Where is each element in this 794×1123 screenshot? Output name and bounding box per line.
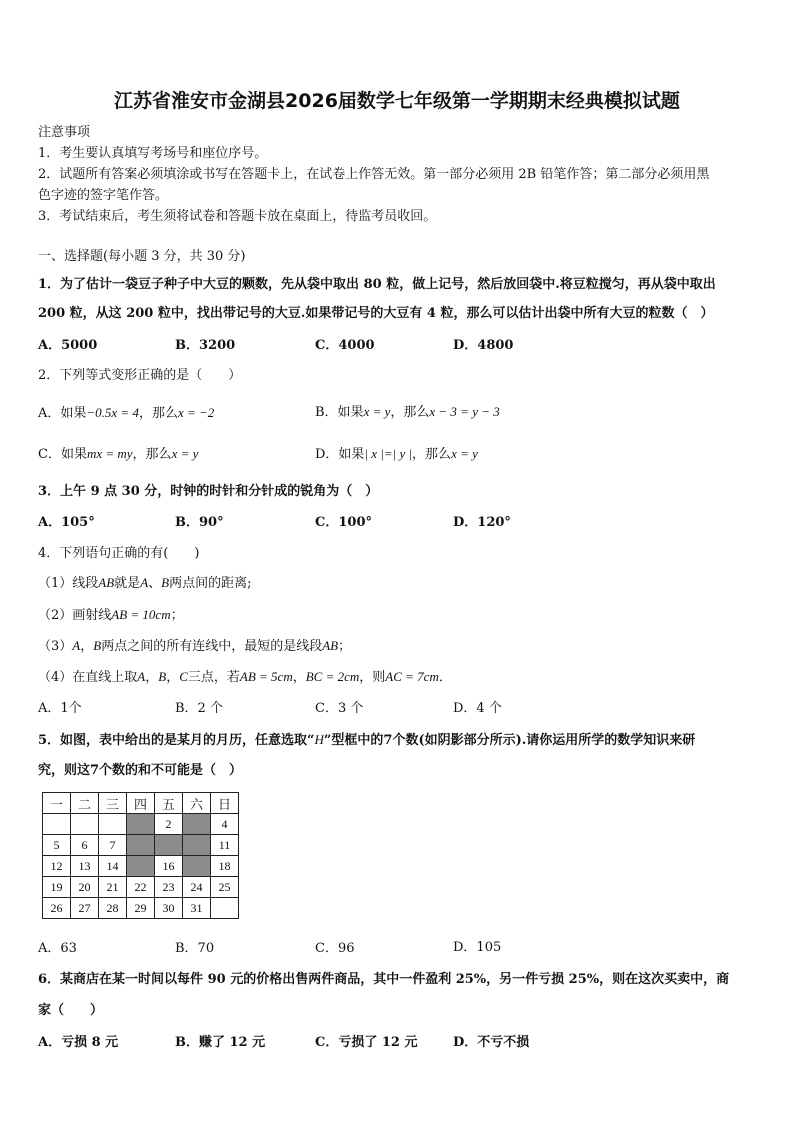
calendar-cell: 14	[99, 856, 127, 877]
calendar-cell: 5	[43, 835, 71, 856]
q6-stem-line2: 家（ ）	[38, 1003, 104, 1018]
calendar-cell: 27	[71, 898, 99, 919]
q2-d-mid: ，那么	[412, 447, 452, 462]
calendar-header-cell: 五	[155, 793, 183, 814]
calendar-cell: 23	[155, 877, 183, 898]
notice-item-2: 2．试题所有答案必须填涂或书写在答题卡上，在试卷上作答无效。第一部分必须用 2B 铅笔作答；第二部分必须用黑	[38, 167, 710, 182]
calendar-cell: 18	[211, 856, 239, 877]
q4-s2-math: AB = 10cm	[111, 607, 171, 622]
q4-option-a: A．1个	[38, 701, 82, 716]
q1-option-a: A．5000	[38, 338, 98, 353]
q4-s3-math-ab: AB	[322, 638, 339, 653]
q4-s2-text-b: ；	[170, 608, 184, 623]
q4-s3-math-a: A	[72, 638, 81, 653]
q5-stem-line1	[38, 729, 758, 748]
calendar-cell: 26	[43, 898, 71, 919]
q1-option-b: B．3200	[175, 338, 236, 353]
q4-s1-math-ab: AB	[98, 575, 115, 590]
calendar-row	[43, 814, 239, 835]
q4-s4-math-a: A	[137, 669, 146, 684]
calendar-cell: 22	[127, 877, 155, 898]
q4-option-d: D．4 个	[453, 701, 502, 716]
q2-a-mid: ，那么	[138, 406, 178, 421]
calendar-cell: 19	[43, 877, 71, 898]
calendar-cell: 4	[211, 814, 239, 835]
q3-option-c: C．100°	[315, 515, 372, 530]
q4-s1-text-d: 两点间的距离;	[169, 576, 252, 591]
q4-s1-math-b: B	[161, 575, 170, 590]
q4-s4-text-e: ，	[292, 670, 306, 685]
q2-a-math1: −0.5x = 4	[86, 405, 139, 420]
q2-b-math1: x = y	[363, 404, 391, 419]
calendar-cell-shaded	[183, 814, 211, 835]
q4-s2-text-a: （2）画射线	[38, 608, 112, 623]
calendar-cell: 12	[43, 856, 71, 877]
q4-s3-text-b: ，	[80, 639, 94, 654]
calendar-header-row	[43, 793, 239, 814]
q5-option-a: A．63	[38, 941, 77, 956]
q4-s4-math-b: B	[158, 669, 167, 684]
q1-option-c: C．4000	[315, 338, 375, 353]
q4-option-b: B．2 个	[175, 701, 223, 716]
calendar-header-cell: 三	[99, 793, 127, 814]
notice-item-2-cont: 色字迹的签字笔作答。	[38, 188, 169, 203]
q3-stem: 3．上午 9 点 30 分，时钟的时针和分针成的锐角为（ ）	[38, 484, 379, 499]
q6-option-a: A．亏损 8 元	[38, 1035, 119, 1050]
q5-option-c: C．96	[315, 941, 355, 956]
calendar-row	[43, 835, 239, 856]
calendar-cell	[99, 814, 127, 835]
section-heading: 一、选择题(每小题 3 分，共 30 分)	[38, 249, 246, 264]
q3-option-b: B．90°	[175, 515, 224, 530]
calendar-row	[43, 877, 239, 898]
calendar-cell: 13	[71, 856, 99, 877]
calendar-header-cell: 六	[183, 793, 211, 814]
q2-c-math2: x = y	[171, 446, 199, 461]
q3-option-d: D．120°	[453, 515, 511, 530]
q4-s1-math-a: A	[140, 575, 149, 590]
q6-option-b: B．赚了 12 元	[175, 1035, 266, 1050]
notice-item-3: 3．考试结束后，考生须将试卷和答题卡放在桌面上，待监考员收回。	[38, 209, 437, 224]
q4-s4-text-g: ．	[438, 670, 452, 685]
q4-s4-text-f: ，则	[359, 670, 386, 685]
calendar-cell-shaded	[127, 835, 155, 856]
q1-stem-line2: 200 粒，从这 200 粒中，找出带记号的大豆.如果带记号的大豆有 4 粒，那么可以估计出袋中所有大豆的粒数（ ）	[38, 306, 714, 321]
notice-item-1: 1．考生要认真填写考场号和座位序号。	[38, 146, 268, 161]
calendar-header-cell: 二	[71, 793, 99, 814]
q2-d-math1: | x |=| y |	[364, 446, 413, 461]
q2-a-prefix: A．如果	[38, 406, 87, 421]
calendar-cell: 7	[99, 835, 127, 856]
calendar-cell-shaded	[155, 835, 183, 856]
calendar-cell	[211, 898, 239, 919]
calendar-cell: 2	[155, 814, 183, 835]
q4-s4-math-c: C	[179, 669, 188, 684]
calendar-cell: 25	[211, 877, 239, 898]
calendar-cell: 21	[99, 877, 127, 898]
q2-b-math2: x − 3 = y − 3	[429, 404, 500, 419]
q2-b-mid: ，那么	[390, 405, 430, 420]
q6-option-d: D．不亏不损	[453, 1035, 530, 1050]
q2-option-c	[38, 443, 198, 462]
q2-option-b	[315, 401, 500, 420]
q4-s4-math-ac: AC = 7cm	[385, 669, 439, 684]
q5-stem-text-b: ”型框中的7个数(如阴影部分所示).请你运用所学的数学知识来研	[323, 733, 696, 748]
q4-statement-2	[38, 604, 758, 623]
q2-option-a	[38, 402, 214, 421]
calendar-header-cell: 日	[211, 793, 239, 814]
q4-s3-text-d: ；	[338, 639, 352, 654]
calendar-header-cell: 一	[43, 793, 71, 814]
q4-s4-text-c: ，	[166, 670, 180, 685]
q4-s1-text-a: （1）线段	[38, 576, 99, 591]
q4-s4-text-b: ，	[145, 670, 159, 685]
q4-option-c: C．3 个	[315, 701, 364, 716]
q4-statement-3	[38, 635, 758, 654]
calendar-cell: 31	[183, 898, 211, 919]
calendar-cell: 16	[155, 856, 183, 877]
calendar-table	[42, 792, 239, 919]
q1-stem-line1: 1．为了估计一袋豆子种子中大豆的颗数，先从袋中取出 80 粒，做上记号，然后放回袋中.将豆粒搅匀，再从袋中取出	[38, 277, 716, 292]
q4-s1-text-c: 、	[148, 576, 162, 591]
q5-option-d: D．105	[453, 940, 502, 955]
q4-s3-text-c: 两点之间的所有连线中，最短的是线段	[101, 639, 323, 654]
q4-stem: 4．下列语句正确的有( )	[38, 546, 200, 561]
calendar-cell-shaded	[127, 856, 155, 877]
q2-c-math1: mx = my	[86, 446, 133, 461]
q3-option-a: A．105°	[38, 515, 95, 530]
q1-option-d: D．4800	[453, 338, 514, 353]
calendar-row	[43, 856, 239, 877]
q2-d-prefix: D．如果	[315, 447, 365, 462]
calendar-cell	[43, 814, 71, 835]
notice-heading: 注意事项	[38, 125, 91, 140]
q5-stem-text-a: 5．如图，表中给出的是某月的月历，任意选取“	[38, 733, 315, 748]
q2-b-prefix: B．如果	[315, 405, 364, 420]
calendar-cell: 11	[211, 835, 239, 856]
q2-option-d	[315, 443, 478, 462]
q4-s3-math-b: B	[93, 638, 102, 653]
q2-c-prefix: C．如果	[38, 447, 87, 462]
q4-s3-text-a: （3）	[38, 639, 73, 654]
calendar-cell: 20	[71, 877, 99, 898]
q4-s4-math-ab: AB = 5cm	[239, 669, 293, 684]
q4-s4-math-bc: BC = 2cm	[305, 669, 360, 684]
calendar-cell: 6	[71, 835, 99, 856]
calendar-cell-shaded	[127, 814, 155, 835]
q5-stem-math-h: H	[314, 732, 324, 747]
calendar-cell: 24	[183, 877, 211, 898]
q4-s1-text-b: 就是	[114, 576, 141, 591]
calendar-cell: 28	[99, 898, 127, 919]
calendar-header-cell: 四	[127, 793, 155, 814]
calendar-row	[43, 898, 239, 919]
q4-s4-text-a: （4）在直线上取	[38, 670, 138, 685]
exam-title: 江苏省淮安市金湖县2026届数学七年级第一学期期末经典模拟试题	[114, 90, 680, 112]
q2-c-mid: ，那么	[132, 447, 172, 462]
q5-stem-line2: 究，则这7个数的和不可能是（ ）	[38, 763, 243, 778]
q6-stem-line1: 6．某商店在某一时间以每件 90 元的价格出售两件商品，其中一件盈利 25%，另一件亏损 25%，则在这次买卖中，商	[38, 972, 730, 987]
q2-a-math2: x = −2	[177, 405, 215, 420]
calendar-cell: 29	[127, 898, 155, 919]
calendar-cell: 30	[155, 898, 183, 919]
q6-option-c: C．亏损了 12 元	[315, 1035, 418, 1050]
q2-stem: 2．下列等式变形正确的是（ ）	[38, 368, 242, 383]
q4-s4-text-d: 三点，若	[187, 670, 240, 685]
calendar-cell-shaded	[183, 856, 211, 877]
q5-option-b: B．70	[175, 941, 215, 956]
q4-statement-4	[38, 666, 758, 685]
q2-d-math2: x = y	[451, 446, 478, 461]
q4-statement-1	[38, 572, 758, 591]
calendar-cell-shaded	[183, 835, 211, 856]
calendar-cell	[71, 814, 99, 835]
